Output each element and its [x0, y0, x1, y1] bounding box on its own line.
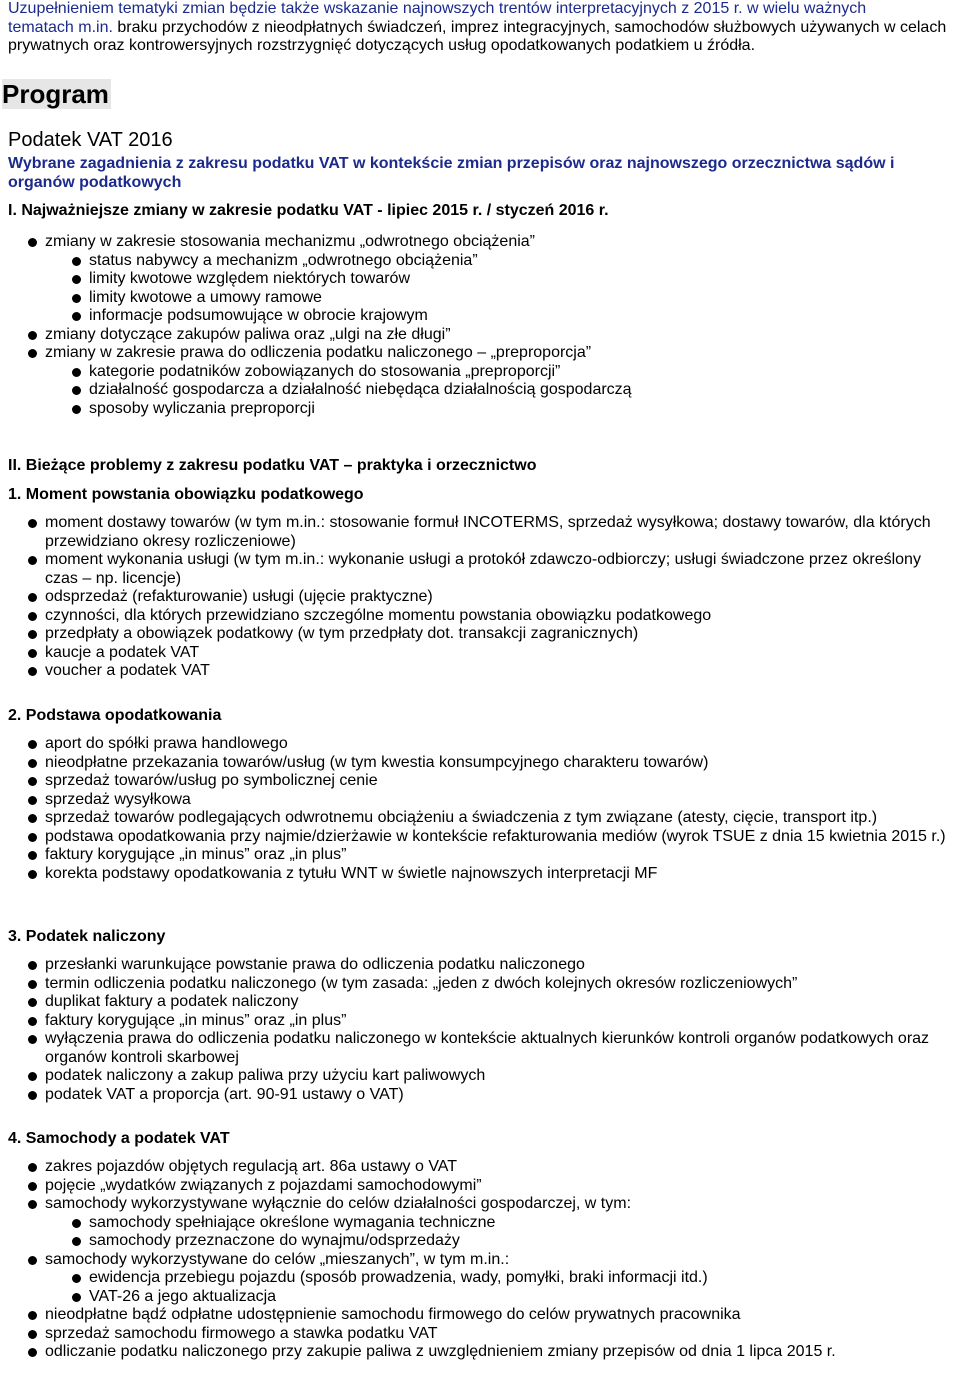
- list-item: sprzedaż wysyłkowa: [0, 791, 948, 810]
- sub-list-item: limity kwotowe względem niektórych towarów: [0, 270, 948, 289]
- sec3-heading: 3. Podatek naliczony: [8, 928, 166, 945]
- part1-heading: I. Najważniejsze zmiany w zakresie podatku VAT - lipiec 2015 r. / styczeń 2016 r.: [8, 202, 609, 219]
- list-item: przedpłaty a obowiązek podatkowy (w tym przedpłaty dot. transakcji zagranicznych): [0, 625, 948, 644]
- sub-list-item: działalność gospodarcza a działalność niebędąca działalnością gospodarczą: [0, 381, 948, 400]
- list-item: podstawa opodatkowania przy najmie/dzierżawie w kontekście refakturowania mediów (wyrok TSUE z dnia 15 kwietnia 2015 r.): [0, 828, 948, 847]
- list-item: samochody wykorzystywane wyłącznie do celów działalności gospodarczej, w tym:: [0, 1195, 948, 1214]
- intro-link[interactable]: tematach m.in.: [8, 18, 113, 36]
- sec2-list: [0, 735, 948, 883]
- vat-title: Podatek VAT 2016: [8, 129, 173, 151]
- list-item: kaucje a podatek VAT: [0, 644, 948, 663]
- sub-list-item: ewidencja przebiegu pojazdu (sposób prowadzenia, wady, pomyłki, braki informacji itd.): [0, 1269, 948, 1288]
- list-item: korekta podstawy opodatkowania z tytułu WNT w świetle najnowszych interpretacji MF: [0, 865, 948, 884]
- list-item: przesłanki warunkujące powstanie prawa do odliczenia podatku naliczonego: [0, 956, 948, 975]
- sub-list-item: VAT-26 a jego aktualizacja: [0, 1288, 948, 1307]
- list-item: odliczanie podatku naliczonego przy zakupie paliwa z uwzględnieniem zmiany przepisów od dnia 1 lipca 2015 r.: [0, 1343, 948, 1362]
- list-item: nieodpłatne bądź odpłatne udostępnienie samochodu firmowego do celów prywatnych pracownika: [0, 1306, 948, 1325]
- list-item: podatek VAT a proporcja (art. 90-91 ustawy o VAT): [0, 1086, 948, 1105]
- sub-list-item: samochody spełniające określone wymagania techniczne: [0, 1214, 948, 1233]
- sub-list-item: samochody przeznaczone do wynajmu/odsprzedaży: [0, 1232, 948, 1251]
- list-item: sprzedaż towarów podlegających odwrotnemu obciążeniu a świadczenia z tym związane (atesty, cięcie, transport itp.): [0, 809, 948, 828]
- part2-heading: II. Bieżące problemy z zakresu podatku VAT – praktyka i orzecznictwo: [8, 457, 537, 474]
- intro-line: Uzupełnieniem tematyki zmian będzie także wskazanie najnowszych trentów interpretacyjnych z 2015 r. w wielu ważnych: [8, 0, 867, 17]
- list-item: podatek naliczony a zakup paliwa przy użyciu kart paliwowych: [0, 1067, 948, 1086]
- sub-list-item: informacje podsumowujące w obrocie krajowym: [0, 307, 948, 326]
- list-item: moment dostawy towarów (w tym m.in.: stosowanie formuł INCOTERMS, sprzedaż wysyłkowa; dostawy towarów, dla których przewidziano okresy rozliczeniowe): [0, 514, 948, 551]
- part1-list: [0, 233, 948, 418]
- sec2-heading: 2. Podstawa opodatkowania: [8, 707, 222, 724]
- list-item: czynności, dla których przewidziano szczególne momentu powstania obowiązku podatkowego: [0, 607, 948, 626]
- sub-list-item: sposoby wyliczania preproporcji: [0, 400, 948, 419]
- list-item: faktury korygujące „in minus” oraz „in plus”: [0, 846, 948, 865]
- intro-paragraph: [8, 0, 956, 56]
- sub-list-item: kategorie podatników zobowiązanych do stosowania „preproporcji”: [0, 363, 948, 382]
- sub-list-item: limity kwotowe a umowy ramowe: [0, 289, 948, 308]
- list-item: wyłączenia prawa do odliczenia podatku naliczonego w kontekście aktualnych kierunków kontroli organów podatkowych oraz organów kontroli skarbowej: [0, 1030, 948, 1067]
- list-item: pojęcie „wydatków związanych z pojazdami samochodowymi”: [0, 1177, 948, 1196]
- sec1-heading: 1. Moment powstania obowiązku podatkowego: [8, 486, 364, 503]
- list-item: samochody wykorzystywane do celów „mieszanych”, w tym m.in.:: [0, 1251, 948, 1270]
- list-item: odsprzedaż (refakturowanie) usługi (ujęcie praktyczne): [0, 588, 948, 607]
- list-item: zmiany w zakresie stosowania mechanizmu „odwrotnego obciążenia”: [0, 233, 948, 252]
- list-item: termin odliczenia podatku naliczonego (w tym zasada: „jeden z dwóch kolejnych okresów rozliczeniowych”: [0, 975, 948, 994]
- program-title: Program: [2, 79, 109, 109]
- sub-list-item: status nabywcy a mechanizm „odwrotnego obciążenia”: [0, 252, 948, 271]
- list-item: sprzedaż samochodu firmowego a stawka podatku VAT: [0, 1325, 948, 1344]
- list-item: zmiany dotyczące zakupów paliwa oraz „ulgi na złe długi”: [0, 326, 948, 345]
- list-item: sprzedaż towarów/usług po symbolicznej cenie: [0, 772, 948, 791]
- subtitle: Wybrane zagadnienia z zakresu podatku VAT w kontekście zmian przepisów oraz najnowszego orzecznictwa sądów i organów podatkowych: [8, 155, 895, 191]
- list-item: duplikat faktury a podatek naliczony: [0, 993, 948, 1012]
- list-item: nieodpłatne przekazania towarów/usług (w tym kwestia konsumpcyjnego charakteru towarów): [0, 754, 948, 773]
- sec3-list: [0, 956, 948, 1104]
- sec4-list: [0, 1158, 948, 1362]
- list-item: faktury korygujące „in minus” oraz „in plus”: [0, 1012, 948, 1031]
- list-item: zakres pojazdów objętych regulacją art. 86a ustawy o VAT: [0, 1158, 948, 1177]
- sec4-heading: 4. Samochody a podatek VAT: [8, 1130, 230, 1147]
- intro-text: braku przychodów z nieodpłatnych świadczeń, imprez integracyjnych, samochodów służbowych używanych w celach prywatnych oraz kontrowersyjnych rozstrzygnięć dotyczących usług opodatkowanych podatkiem u źródła.: [8, 18, 947, 54]
- list-item: aport do spółki prawa handlowego: [0, 735, 948, 754]
- list-item: moment wykonania usługi (w tym m.in.: wykonanie usługi a protokół zdawczo-odbiorczy; usługi świadczone przez określony czas – np. licencje): [0, 551, 948, 588]
- sec1-list: [0, 514, 948, 681]
- list-item: voucher a podatek VAT: [0, 662, 948, 681]
- list-item: zmiany w zakresie prawa do odliczenia podatku naliczonego – „preproporcja”: [0, 344, 948, 363]
